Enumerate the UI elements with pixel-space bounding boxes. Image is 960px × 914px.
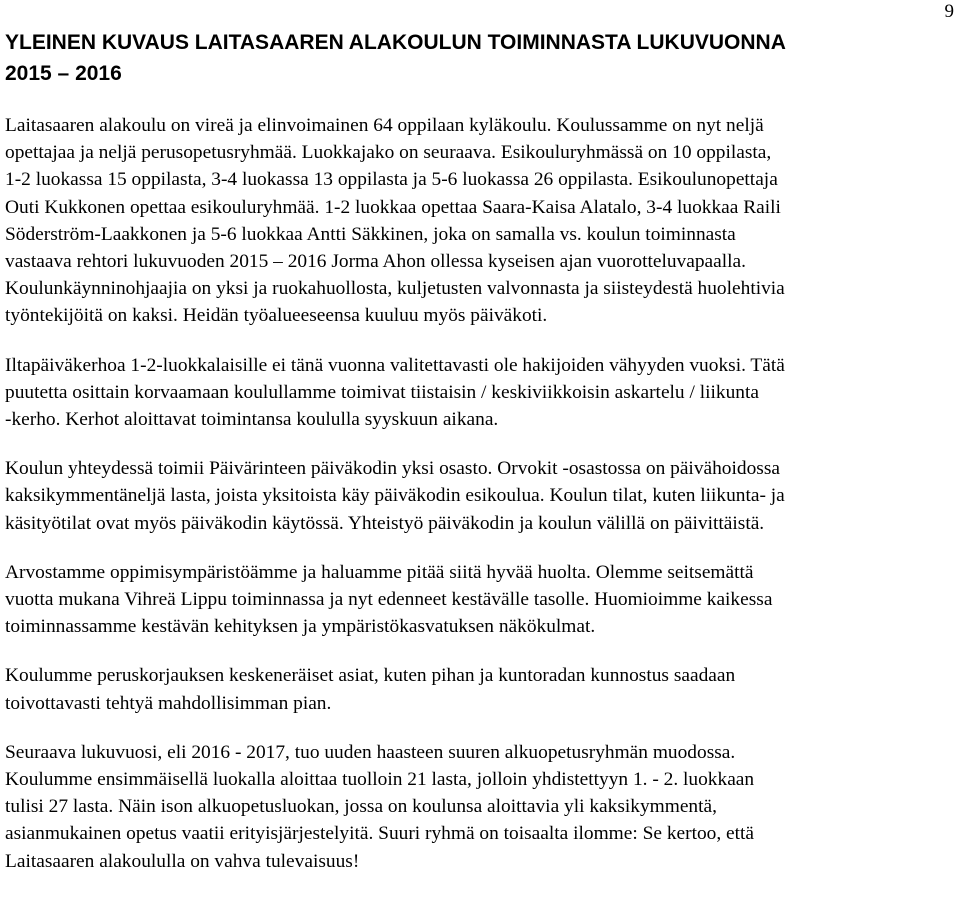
text-line: Outi Kukkonen opettaa esikouluryhmää. 1-2 luokkaa opettaa Saara-Kaisa Alatalo, 3-4 luokkaa Raili xyxy=(5,196,781,218)
text-line: asianmukainen opetus vaatii erityisjärjestelyitä. Suuri ryhmä on toisaalta ilomme: Se kertoo, että xyxy=(5,823,755,845)
paragraph-next-year xyxy=(5,739,955,875)
text-line: Arvostamme oppimisympäristöämme ja haluamme pitää siitä hyvää huolta. Olemme seitsemättä xyxy=(5,561,754,583)
page-number: 9 xyxy=(944,1,954,22)
text-line: 1-2 luokassa 15 oppilasta, 3-4 luokassa 13 oppilasta ja 5-6 luokassa 26 oppilasta. Esikoulunopettaja xyxy=(5,169,778,191)
text-line: Koulun yhteydessä toimii Päivärinteen päiväkodin yksi osasto. Orvokit -osastossa on päivähoidossa xyxy=(5,458,780,480)
paragraph-daycare xyxy=(5,455,955,537)
text-line: tulisi 27 lasta. Näin ison alkuopetusluokan, jossa on koulunsa aloittavia yli kaksikymmentä, xyxy=(5,796,717,818)
text-line: Koulumme peruskorjauksen keskeneräiset asiat, kuten pihan ja kuntoradan kunnostus saadaan xyxy=(5,665,736,687)
text-line: Laitasaaren alakoululla on vahva tulevaisuus! xyxy=(5,850,360,872)
text-line: Koulumme ensimmäisellä luokalla aloittaa tuolloin 21 lasta, jolloin yhdistettyyn 1. - 2. luokkaan xyxy=(5,769,755,791)
text-line: työntekijöitä on kaksi. Heidän työalueeseensa kuuluu myös päiväkoti. xyxy=(5,305,548,327)
text-line: toiminnassamme kestävän kehityksen ja ympäristökasvatuksen näkökulmat. xyxy=(5,616,596,638)
paragraph-afternoon-club xyxy=(5,352,955,434)
text-line: kaksikymmentäneljä lasta, joista yksitoista käy päiväkodin esikoulua. Koulun tilat, kuten liikunta- ja xyxy=(5,485,785,507)
text-line: vastaava rehtori lukuvuoden 2015 – 2016 Jorma Ahon ollessa kyseisen ajan vuorotteluvapaalla. xyxy=(5,251,746,273)
paragraph-school-overview xyxy=(5,112,955,330)
paragraph-environment xyxy=(5,559,955,641)
text-line: Seuraava lukuvuosi, eli 2016 - 2017, tuo uuden haasteen suuren alkuopetusryhmän muodossa. xyxy=(5,741,736,763)
paragraph-renovation xyxy=(5,662,955,716)
document-body xyxy=(5,27,955,875)
text-line: käsityötilat ovat myös päiväkodin käytössä. Yhteistyö päiväkodin ja koulun välillä on päivittäistä. xyxy=(5,512,765,534)
text-line: -kerho. Kerhot aloittavat toimintansa koululla syyskuun aikana. xyxy=(5,409,499,431)
text-line: Iltapäiväkerhoa 1-2-luokkalaisille ei tänä vuonna valitettavasti ole hakijoiden vähyyden vuoksi. Tätä xyxy=(5,354,785,376)
text-line: puutetta osittain korvaamaan koulullamme toimivat tiistaisin / keskiviikkoisin askartelu / liikunta xyxy=(5,381,759,403)
text-line: Koulunkäynninohjaajia on yksi ja ruokahuollosta, kuljetusten valvonnasta ja siisteydestä huolehtivia xyxy=(5,278,785,300)
text-line: opettajaa ja neljä perusopetusryhmää. Luokkajako on seuraava. Esikouluryhmässä on 10 oppilasta, xyxy=(5,142,772,164)
text-line: Söderström-Laakkonen ja 5-6 luokkaa Antti Säkkinen, joka on samalla vs. koulun toiminnasta xyxy=(5,223,736,245)
title-line: 2015 – 2016 xyxy=(5,62,122,85)
text-line: Laitasaaren alakoulu on vireä ja elinvoimainen 64 oppilaan kyläkoulu. Koulussamme on nyt neljä xyxy=(5,115,764,136)
title-line: YLEINEN KUVAUS LAITASAAREN ALAKOULUN TOIMINNASTA LUKUVUONNA xyxy=(5,31,786,54)
text-line: toivottavasti tehtyä mahdollisimman pian. xyxy=(5,692,332,714)
page-title xyxy=(5,27,955,89)
text-line: vuotta mukana Vihreä Lippu toiminnassa ja nyt edenneet kestävälle tasolle. Huomioimme kaikessa xyxy=(5,589,773,611)
